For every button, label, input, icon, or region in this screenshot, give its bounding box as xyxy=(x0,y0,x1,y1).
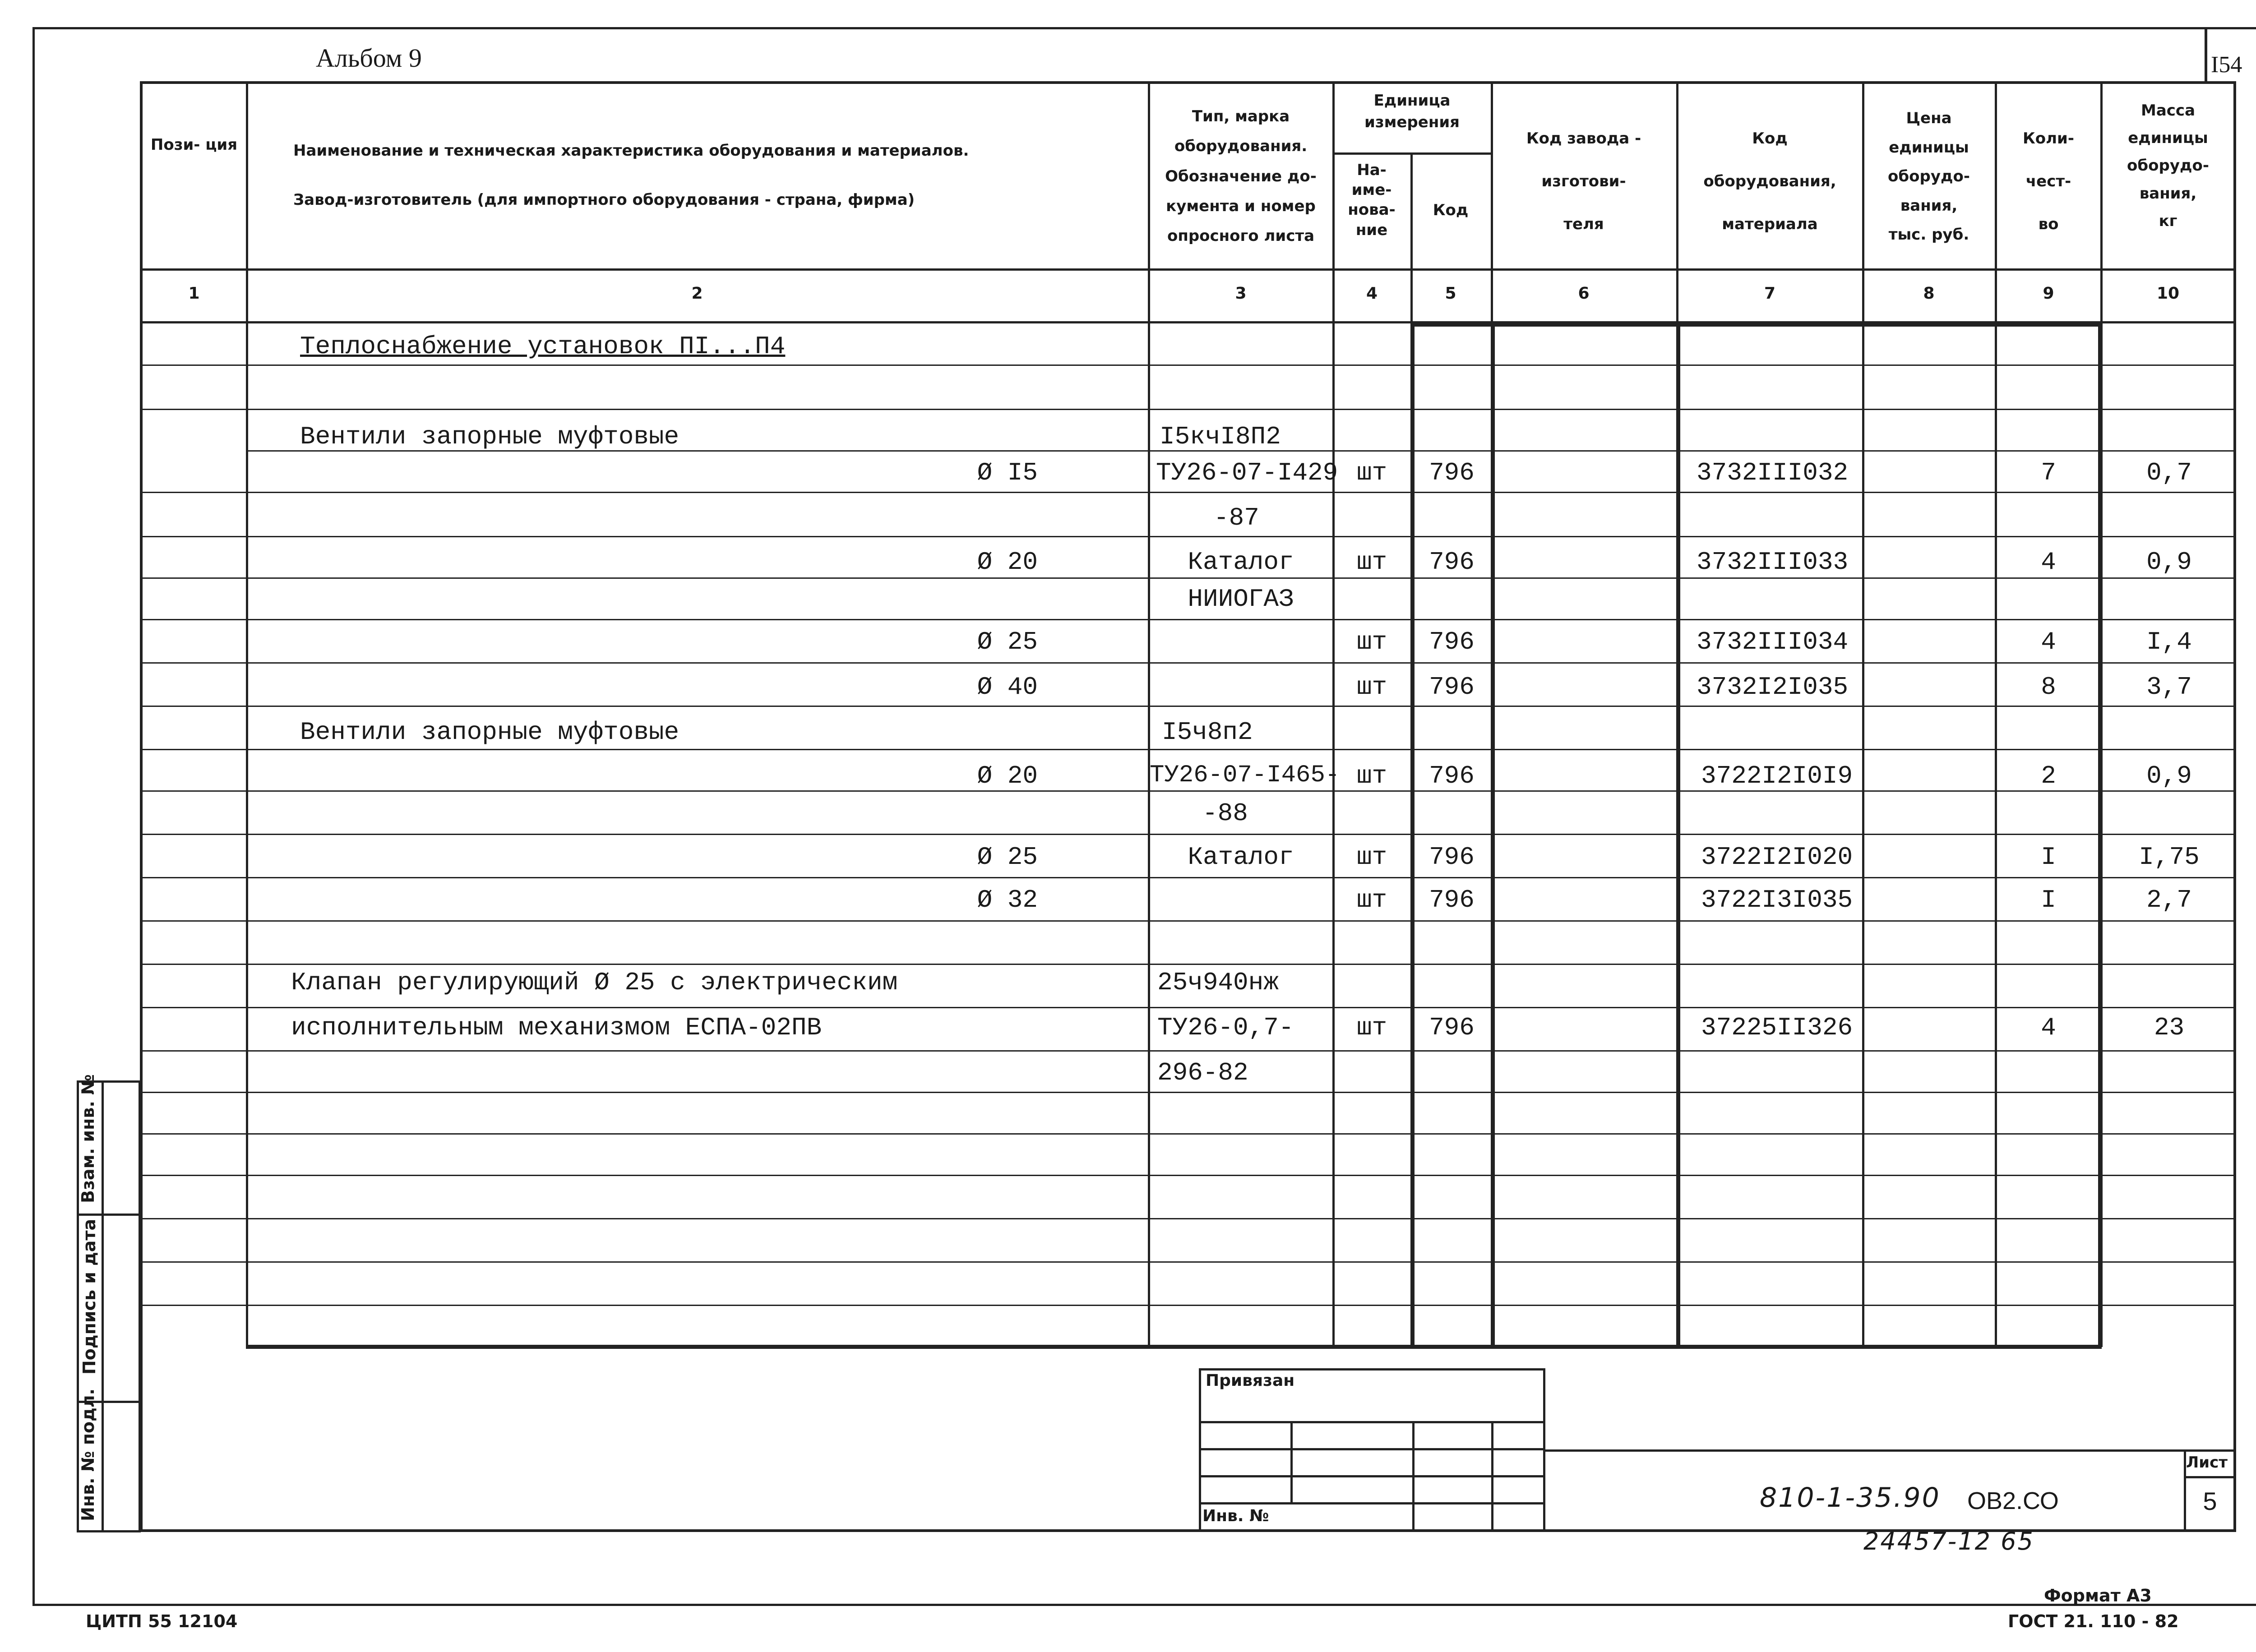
row-qty: 4 xyxy=(2041,628,2056,656)
doc-code: 810-1-35.90 xyxy=(1760,1482,1941,1514)
section-title: Теплоснабжение установок ПI...П4 xyxy=(300,332,786,361)
col-divider-8 xyxy=(1995,81,1997,1347)
binding-label: Привязан xyxy=(1206,1371,1295,1390)
col-header-price: Цена единицы оборудо- вания, тыс. руб. xyxy=(1888,109,1970,244)
row-item-code: 3722I2I020 xyxy=(1701,843,1853,872)
row-name: Ø 25 xyxy=(977,843,1038,872)
binding-divider xyxy=(1412,1421,1415,1532)
row-line xyxy=(140,662,2236,664)
row-line xyxy=(140,409,2236,410)
colnum-bottom-line xyxy=(140,321,2236,323)
col-header-type: Тип, марка оборудования. Обозначение до- кумента и номер опросного листа xyxy=(1165,107,1317,245)
row-unit: шт xyxy=(1356,673,1387,701)
row-type: 25ч940нж xyxy=(1157,968,1279,997)
row-line xyxy=(140,1050,2236,1052)
row-type: ТУ26-0,7- xyxy=(1157,1013,1294,1042)
row-name: исполнительным механизмом ЕСПА-02ПВ xyxy=(291,1013,822,1042)
col-header-quantity: Коли- чест- во xyxy=(2023,129,2074,234)
row-unit: шт xyxy=(1356,1013,1387,1042)
row-item-code: 3732III034 xyxy=(1697,628,1849,656)
row-item-code: 3732III033 xyxy=(1697,548,1849,577)
row-type: 296-82 xyxy=(1157,1058,1248,1087)
unit-group-header: Единица измерения xyxy=(1364,92,1460,131)
col-num-9: 9 xyxy=(2043,284,2054,303)
row-mass: I,4 xyxy=(2146,628,2192,656)
thick-bottom-frame xyxy=(246,1345,2102,1349)
sheet-label: Лист xyxy=(2186,1454,2228,1472)
album-label: Альбом 9 xyxy=(316,43,422,73)
binding-divider xyxy=(1491,1421,1493,1532)
row-qty: 7 xyxy=(2041,458,2056,487)
row-qty: 4 xyxy=(2041,1013,2056,1042)
title-line xyxy=(1545,1449,2236,1452)
row-line xyxy=(140,706,2236,707)
col-header-position: Пози- ция xyxy=(150,136,238,154)
col-num-4: 4 xyxy=(1366,284,1378,303)
side-stamp-divider xyxy=(102,1080,104,1532)
row-unit: шт xyxy=(1356,843,1387,872)
col-header-unit-code: Код xyxy=(1433,201,1469,219)
row-line xyxy=(140,920,2236,922)
row-line xyxy=(140,536,2236,537)
row-type: -87 xyxy=(1214,503,1259,532)
row-name: Ø 25 xyxy=(977,628,1038,656)
row-name: Ø 40 xyxy=(977,673,1038,701)
side-stamp-replace-inv: Взам. инв. № xyxy=(78,1074,98,1203)
page-number-divider xyxy=(2205,27,2207,83)
row-mass: 2,7 xyxy=(2146,886,2192,914)
row-mass: 0,9 xyxy=(2146,761,2192,790)
row-line xyxy=(140,1261,2236,1263)
row-line xyxy=(140,492,2236,493)
col-num-10: 10 xyxy=(2156,284,2180,303)
row-code: 796 xyxy=(1429,843,1475,872)
row-line xyxy=(140,1133,2236,1135)
row-line xyxy=(140,877,2236,878)
row-name: Ø 32 xyxy=(977,886,1038,914)
format-label: Формат А3 xyxy=(2044,1586,2152,1606)
row-line xyxy=(140,619,2236,620)
row-type: I5кчI8П2 xyxy=(1160,422,1281,451)
row-line xyxy=(140,1305,2236,1306)
row-type: Каталог xyxy=(1188,843,1294,872)
row-qty: 4 xyxy=(2041,548,2056,577)
row-name: Вентили запорные муфтовые xyxy=(300,422,680,451)
row-code: 796 xyxy=(1429,673,1475,701)
row-code: 796 xyxy=(1429,761,1475,790)
row-qty: 8 xyxy=(2041,673,2056,701)
row-type: ТУ26-07-I465- xyxy=(1150,761,1340,789)
row-mass: 0,7 xyxy=(2146,458,2192,487)
row-mass: I,75 xyxy=(2139,843,2200,872)
side-stamp-orig-inv: Инв. № подл. xyxy=(78,1388,98,1521)
col-divider-3 xyxy=(1332,81,1335,1347)
row-unit: шт xyxy=(1356,886,1387,914)
row-type: ТУ26-07-I429 xyxy=(1156,458,1338,487)
row-type: НИИОГАЗ xyxy=(1188,585,1294,614)
row-item-code: 37225II326 xyxy=(1701,1013,1853,1042)
row-line xyxy=(140,1218,2236,1219)
row-mass: 0,9 xyxy=(2146,548,2192,577)
row-qty: I xyxy=(2041,843,2056,872)
row-line xyxy=(140,749,2236,750)
row-qty: 2 xyxy=(2041,761,2056,790)
row-type: -88 xyxy=(1202,799,1248,828)
col-num-5: 5 xyxy=(1445,284,1456,303)
printer-code: ЦИТП 55 12104 xyxy=(86,1611,238,1631)
row-item-code: 3732I2I035 xyxy=(1697,673,1849,701)
binding-inv-label: Инв. № xyxy=(1202,1507,1269,1525)
col-divider-2 xyxy=(1148,81,1150,1347)
row-type: Каталог xyxy=(1188,548,1294,577)
row-name: Ø 20 xyxy=(977,548,1038,577)
page-number: I54 xyxy=(2211,52,2242,78)
row-line xyxy=(140,964,2236,965)
sheet-box-line xyxy=(2184,1476,2236,1478)
unit-group-line xyxy=(1332,152,1491,155)
col-header-unit-name: На- име- нова- ние xyxy=(1348,161,1396,239)
row-type: I5ч8п2 xyxy=(1162,718,1253,747)
row-code: 796 xyxy=(1429,886,1475,914)
row-unit: шт xyxy=(1356,761,1387,790)
row-name: Ø 20 xyxy=(977,761,1038,790)
row-line xyxy=(140,1092,2236,1093)
row-line xyxy=(140,1175,2236,1176)
row-line xyxy=(140,834,2236,835)
col-num-2: 2 xyxy=(691,284,703,303)
col-num-3: 3 xyxy=(1235,284,1247,303)
row-mass: 23 xyxy=(2154,1013,2185,1042)
standard-label: ГОСТ 21. 110 - 82 xyxy=(2008,1611,2179,1631)
row-item-code: 3722I3I035 xyxy=(1701,886,1853,914)
side-stamp-sign-date: Подпись и дата xyxy=(79,1218,99,1375)
row-unit: шт xyxy=(1356,458,1387,487)
header-bottom-line xyxy=(140,268,2236,271)
row-unit: шт xyxy=(1356,548,1387,577)
row-item-code: 3722I2I0I9 xyxy=(1701,761,1853,790)
row-line xyxy=(140,577,2236,579)
sheet-number: 5 xyxy=(2203,1487,2217,1515)
row-name: Ø I5 xyxy=(977,458,1038,487)
col-num-1: 1 xyxy=(188,284,200,303)
row-mass: 3,7 xyxy=(2146,673,2192,701)
handwritten-number: 24457-12 65 xyxy=(1863,1527,2034,1555)
col-header-mass: Масса единицы оборудо- вания, кг xyxy=(2127,102,2209,230)
row-line xyxy=(140,365,2236,366)
row-code: 796 xyxy=(1429,458,1475,487)
col-num-8: 8 xyxy=(1923,284,1935,303)
col-header-factory-code: Код завода - изготови- теля xyxy=(1526,129,1641,234)
row-qty: I xyxy=(2041,886,2056,914)
binding-divider xyxy=(1290,1421,1293,1502)
col-header-name: Наименование и техническая характеристика оборудования и материалов. Завод-изготовитель (для импортного оборудования - страна, фирма) xyxy=(293,142,969,209)
row-code: 796 xyxy=(1429,628,1475,656)
row-unit: шт xyxy=(1356,628,1387,656)
row-item-code: 3732III032 xyxy=(1697,458,1849,487)
row-name: Клапан регулирующий Ø 25 с электрическим xyxy=(291,968,898,997)
col-divider-1 xyxy=(246,81,248,1347)
row-line xyxy=(140,1007,2236,1008)
doc-suffix: ОВ2.СО xyxy=(1967,1487,2059,1514)
col-header-item-code: Код оборудования, материала xyxy=(1703,129,1836,234)
col-num-7: 7 xyxy=(1764,284,1776,303)
side-stamp-line xyxy=(77,1214,141,1216)
row-code: 796 xyxy=(1429,1013,1475,1042)
col-divider-7 xyxy=(1862,81,1864,1347)
row-line xyxy=(140,790,2236,792)
row-name: Вентили запорные муфтовые xyxy=(300,718,680,747)
col-num-6: 6 xyxy=(1578,284,1590,303)
row-code: 796 xyxy=(1429,548,1475,577)
